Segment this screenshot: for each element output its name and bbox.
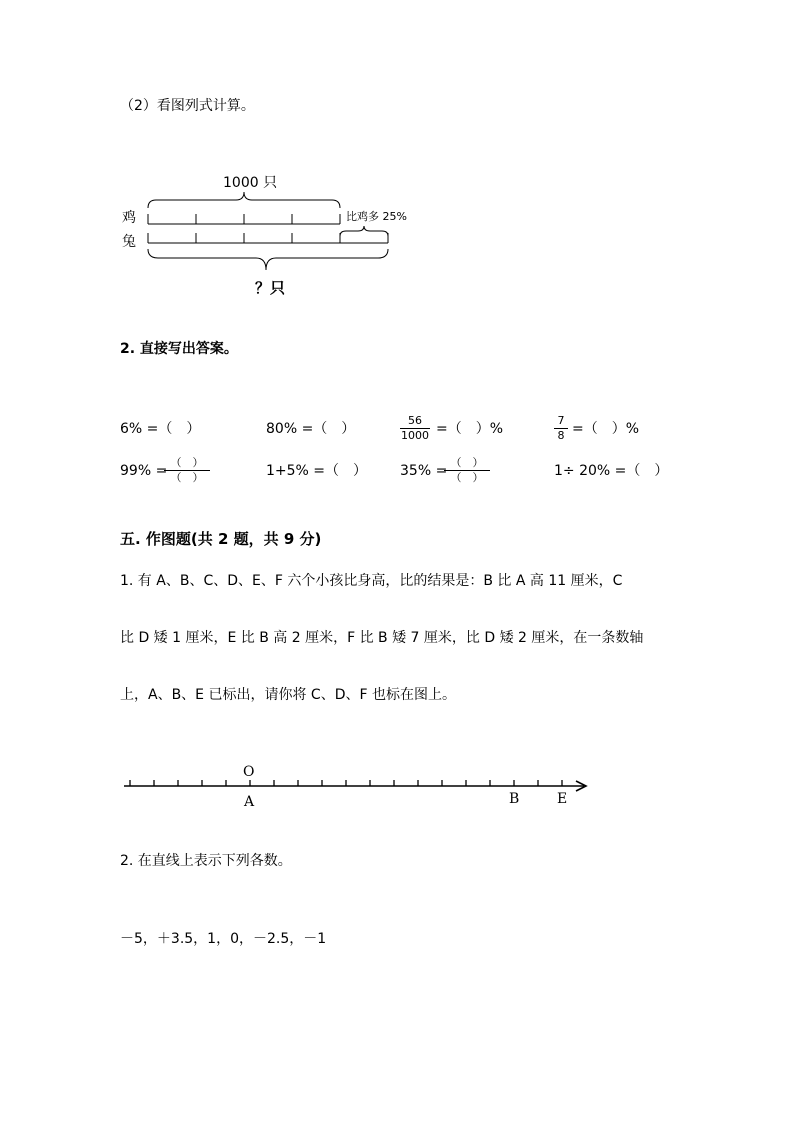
problem-1-line-2: 比 D 矮 1 厘米，E 比 B 高 2 厘米，F 比 B 矮 7 厘米，比 D 矮 2 厘米，在一条数轴 [120,630,644,646]
diagram-top-label: 1000 只 [223,175,278,191]
question-heading: （2）看图列式计算。 [120,98,255,114]
fraction-numerator: （ ） [450,456,484,469]
calc-item: 80% =（ ） [266,421,356,437]
problem-1-line-3: 上，A、B、E 已标出，请你将 C、D、F 也标在图上。 [120,687,456,703]
origin-label: O [243,764,255,780]
fraction-numerator: （ ） [170,456,204,469]
point-b-label: B [509,791,520,807]
fraction-numerator: 56 [408,414,422,427]
calc-item-rest: =（ ）% [436,421,504,437]
point-e-label: E [557,791,568,807]
calc-item-lhs: 35% = [400,463,448,479]
diagram-bottom-label: ？只 [255,279,286,297]
fraction-denominator: 8 [557,429,565,442]
calc-item: 1+5% =（ ） [266,463,368,479]
problem-2-title: 2. 在直线上表示下列各数。 [120,853,292,869]
fraction-denominator: （ ） [170,471,204,484]
calc-item-lhs: 99% = [120,463,168,479]
fraction-denominator: （ ） [450,471,484,484]
section-2-title: 2. 直接写出答案。 [120,341,238,357]
diagram-chicken-label: 鸡 [122,210,136,226]
calc-item: 6% =（ ） [120,421,201,437]
fraction-denominator: 1000 [401,429,429,442]
diagram-extra-label: 比鸡多 25% [346,210,407,223]
problem-1-line-1: 1. 有 A、B、C、D、E、F 六个小孩比身高，比的结果是：B 比 A 高 11 厘米，C [120,573,623,589]
problem-2-numbers: －5，＋3.5，1，0，－2.5，－1 [120,931,327,947]
calc-item-rest: =（ ）% [572,421,640,437]
point-a-label: A [244,794,255,810]
section-5-title: 五. 作图题(共 2 题，共 9 分) [120,530,322,548]
calc-item: 1÷ 20% =（ ） [554,463,669,479]
diagram-rabbit-label: 兔 [122,234,136,250]
fraction-numerator: 7 [557,414,565,427]
